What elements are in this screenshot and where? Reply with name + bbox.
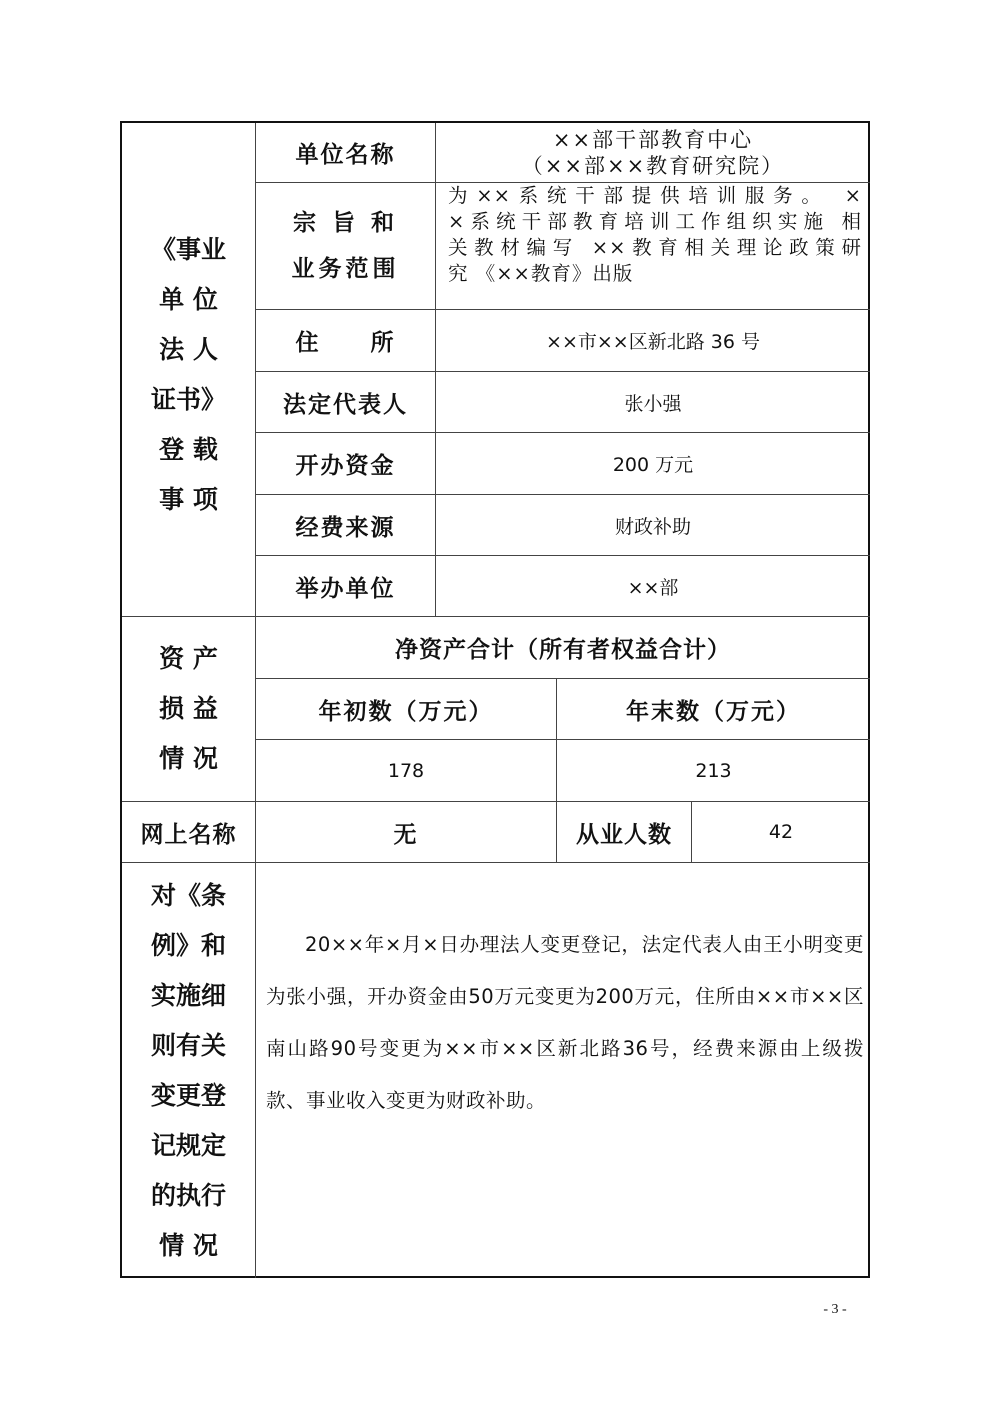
scope-value: 为××系统干部提供培训服务。 × ×系统干部教育培训工作组织实施 相 关教材编写 ××教育相关理论政策研 究 《××教育》出版 [448, 184, 862, 285]
change-registration-text-cell [256, 863, 870, 1278]
staff-count-label: 从业人数 [576, 820, 672, 848]
registration-form-table [120, 121, 870, 1278]
change-registration-label: 对《条 例》和 实施细 则有关 变更登 记规定 的执行 情 况 [150, 880, 226, 1260]
legal-rep-label: 法定代表人 [283, 390, 408, 418]
start-of-year-value: 178 [387, 759, 425, 782]
capital-label: 开办资金 [295, 452, 396, 479]
unit-name-label: 单位名称 [295, 141, 396, 168]
legal-rep-value: 张小强 [624, 392, 682, 415]
page-number: - 3 - [823, 1302, 847, 1317]
online-name-label: 网上名称 [140, 820, 237, 848]
scope-label: 宗 旨 和 业务范围 [291, 209, 400, 282]
address-label: 住 所 [295, 329, 396, 356]
sponsor-label: 举办单位 [295, 574, 396, 602]
online-name-value: 无 [393, 820, 419, 848]
funding-label: 经费来源 [295, 513, 396, 541]
change-registration-text: 20××年×月×日办理法人变更登记，法定代表人由王小明变更为张小强，开办资金由50万元变更为200万元，住所由××市××区南山路90号变更为××市××区新北路36号，经费来源由上级拨款、事业收入变更为财政补助。 [266, 933, 864, 1112]
start-of-year-header: 年初数（万元） [318, 697, 494, 725]
unit-name-value: ××部干部教育中心 （××部××教育研究院） [521, 127, 785, 178]
funding-value: 财政补助 [614, 515, 691, 538]
capital-value: 200 万元 [612, 454, 694, 476]
end-of-year-value: 213 [695, 759, 732, 782]
net-assets-header: 净资产合计（所有者权益合计） [395, 636, 731, 663]
certificate-items-label: 《事业 单 位 法 人 证书》 登 载 事 项 [150, 234, 226, 514]
assets-status-label: 资 产 损 益 情 况 [159, 644, 218, 773]
sponsor-value: ××部 [627, 576, 679, 599]
staff-count-value: 42 [768, 821, 794, 843]
address-value: ××市××区新北路 36 号 [546, 331, 760, 353]
end-of-year-header: 年末数（万元） [626, 697, 801, 725]
